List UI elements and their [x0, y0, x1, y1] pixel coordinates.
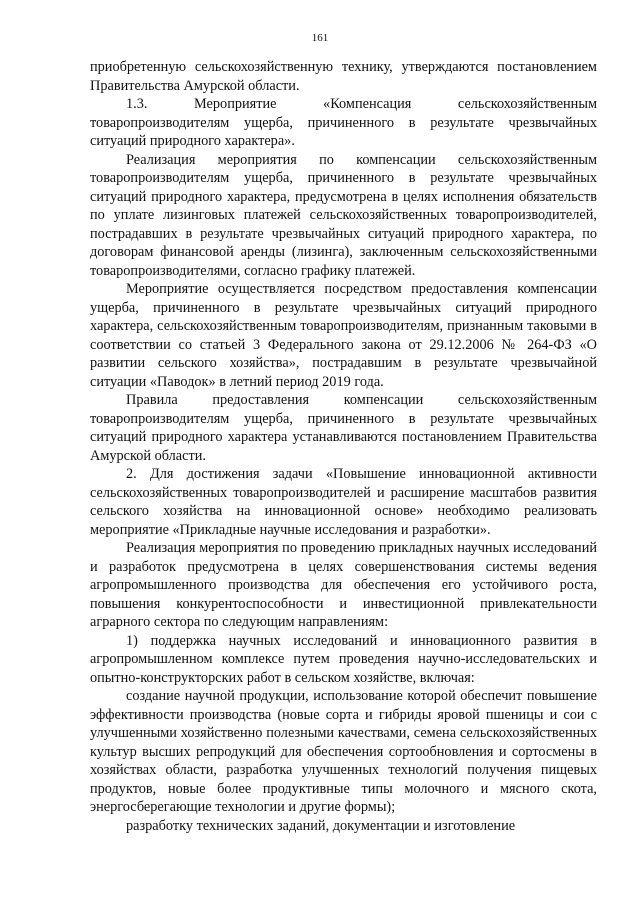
page-number: 161 [311, 32, 329, 44]
paragraph-compensation-purpose: Реализация мероприятия по компенсации сельскохозяйственным товаропроизводителям ущерба, причиненного в результате чрезвычайных ситуаций природного характера, предусмотрена в целях исполнения обязательств по уплате лизинговых платежей сельскохозяйственных товаропроизводителей, пострадавших в результате чрезвычайных ситуаций природного характера, по договорам финансовой аренды (лизинга), заключенным сельскохозяйственными товаропроизводителями, согласно графику платежей. [90, 151, 597, 279]
paragraph-continuation: приобретенную сельскохозяйственную технику, утверждаются постановлением Правительства Амурской области. [90, 59, 597, 94]
paragraph-research-directions: Реализация мероприятия по проведению прикладных научных исследований и разработок предусмотрена в целях совершенствования системы ведения агропромышленного производства для обеспечения его устойчивого роста, повышения конкурентоспособности и инвестиционной привлекательности аграрного сектора по следующим направлениям: [90, 540, 597, 630]
paragraph-task-2: 2. Для достижения задачи «Повышение инновационной активности сельскохозяйственных товаропроизводителей и расширение масштабов развития сельского хозяйства на инновационной основе» необходимо реализовать мероприятие «Прикладные научные исследования и разработки». [90, 466, 597, 538]
paragraph-measure-1-3-title: 1.3. Мероприятие «Компенсация сельскохозяйственным товаропроизводителям ущерба, причиненного в результате чрезвычайных ситуаций природного характера». [90, 96, 597, 149]
paragraph-technical-tasks: разработку технических заданий, документации и изготовление [126, 817, 516, 834]
paragraph-scientific-products: создание научной продукции, использование которой обеспечит повышение эффективности производства (новые сорта и гибриды яровой пшеницы и сои с улучшенными хозяйственно полезными качествами, семена сельскохозяйственных культур высших репродукций для обеспечения сортообновления и сортосмены в хозяйствах области, разработка улучшенных технологий получения пищевых продуктов, новые более продуктивные типы молочного и мясного скота, энергосберегающие технологии и другие формы); [90, 688, 597, 815]
paragraph-compensation-rules: Правила предоставления компенсации сельскохозяйственным товаропроизводителям ущерба, причиненного в результате чрезвычайных ситуаций природного характера устанавливаются постановлением Правительства Амурской области. [90, 392, 597, 464]
paragraph-compensation-recipients: Мероприятие осуществляется посредством предоставления компенсации ущерба, причиненного в результате чрезвычайных ситуаций природного характера, сельскохозяйственным товаропроизводителям, признанным таковыми в соответствии со статьей 3 Федерального закона от 29.12.2006 № 264-ФЗ «О развитии сельского хозяйства», пострадавшим в результате чрезвычайной ситуации «Паводок» в летний период 2019 года. [90, 281, 597, 390]
document-body [90, 58, 597, 835]
paragraph-direction-1: 1) поддержка научных исследований и инновационного развития в агропромышленном комплексе путем проведения научно-исследовательских и опытно-конструкторских работ в сельском хозяйстве, включая: [90, 632, 597, 686]
